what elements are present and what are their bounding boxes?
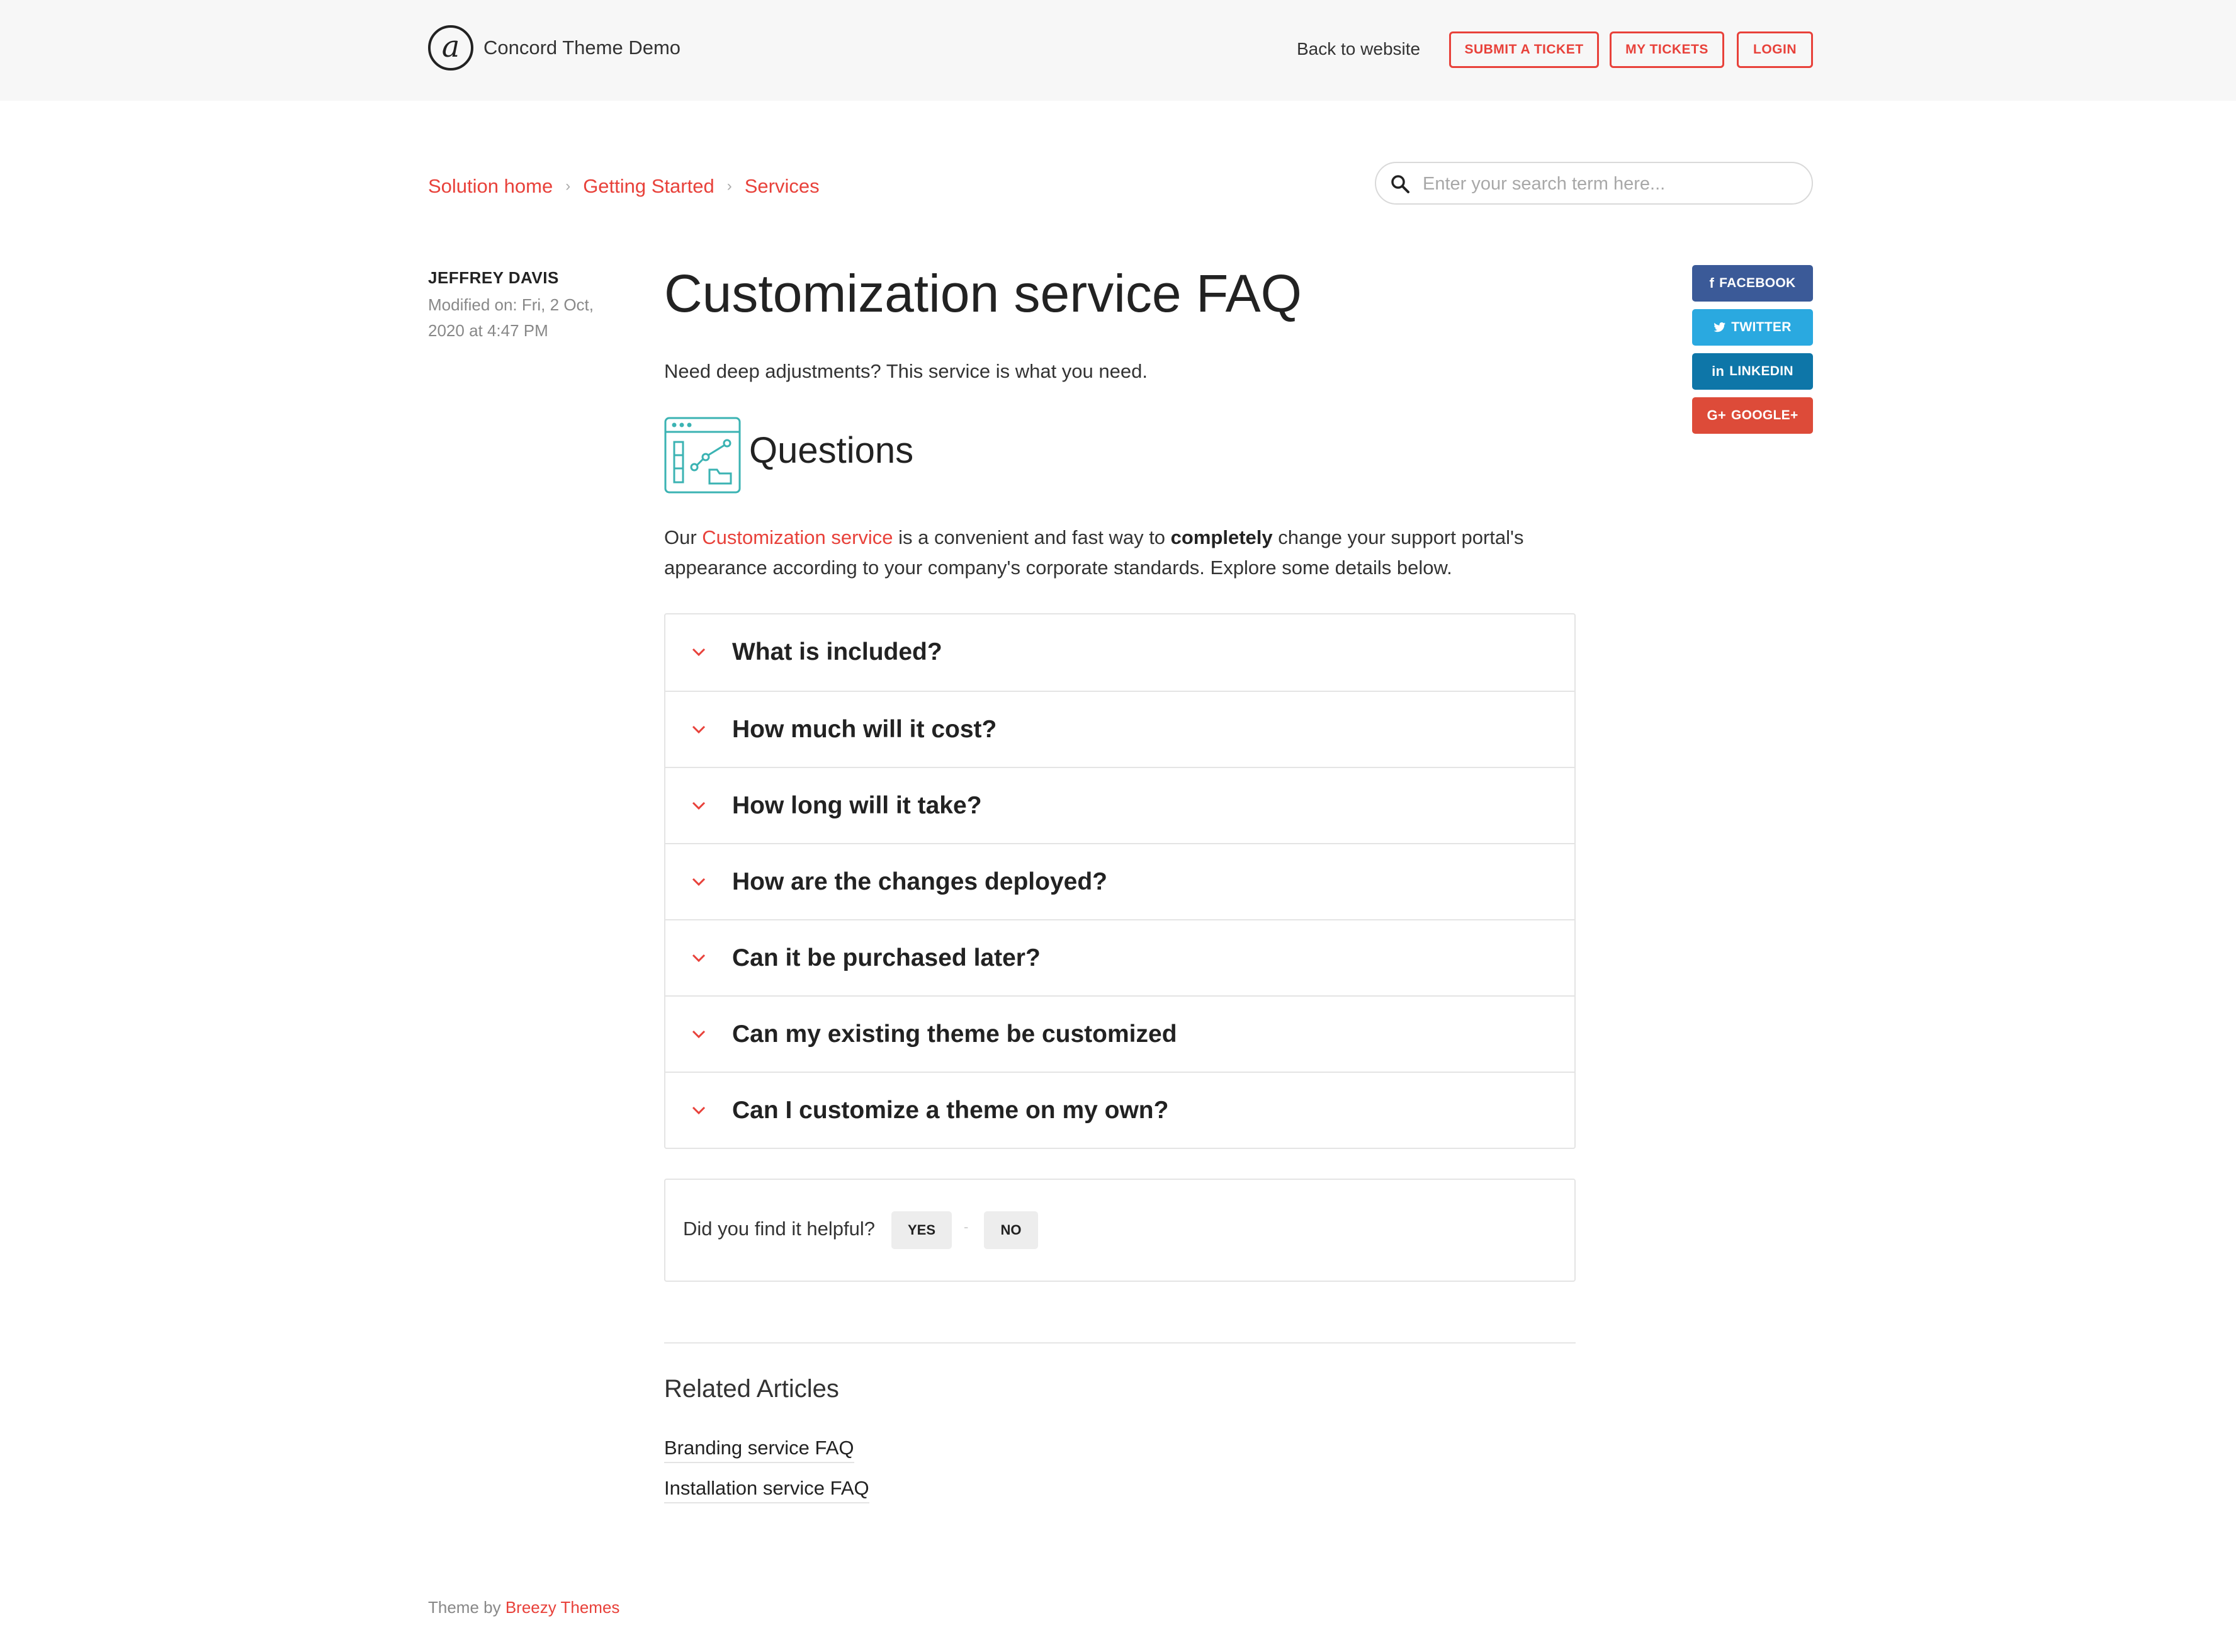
faq-item[interactable] — [665, 691, 1574, 767]
faq-item[interactable] — [665, 1072, 1574, 1148]
faq-item[interactable] — [665, 919, 1574, 995]
author-name: JEFFREY DAVIS — [428, 268, 559, 287]
google-plus-icon: G+ — [1707, 407, 1726, 423]
footer-prefix: Theme by — [428, 1598, 505, 1617]
search-icon[interactable] — [1390, 174, 1410, 194]
breadcrumb-solution-home[interactable]: Solution home — [428, 175, 553, 197]
faq-question: What is included? — [732, 638, 942, 665]
article-intro: Need deep adjustments? This service is what you need. — [664, 360, 1148, 382]
modified-date: Modified on: Fri, 2 Oct, 2020 at 4:47 PM — [428, 295, 594, 340]
article-title: Customization service FAQ — [664, 264, 1302, 323]
chevron-down-icon — [691, 876, 707, 888]
article-paragraph — [664, 523, 1571, 583]
paragraph-text-after: change your support portal's appearance according to your company's corporate standards. Explore some details below. — [664, 526, 1524, 579]
faq-question: Can I customize a theme on my own? — [732, 1097, 1169, 1124]
browser-chart-icon — [664, 417, 741, 494]
related-article-link[interactable]: Branding service FAQ — [664, 1437, 854, 1463]
share-linkedin-button[interactable] — [1692, 353, 1813, 390]
share-google-plus-button[interactable] — [1692, 397, 1813, 434]
chevron-down-icon — [691, 1028, 707, 1041]
faq-question: How long will it take? — [732, 792, 982, 819]
faq-question: Can it be purchased later? — [732, 944, 1041, 971]
logo-letter: a — [441, 29, 460, 64]
questions-heading: Questions — [749, 430, 914, 471]
top-header — [0, 0, 2236, 101]
my-tickets-button[interactable]: MY TICKETS — [1610, 31, 1724, 68]
chevron-down-icon — [691, 646, 707, 659]
search-input[interactable] — [1421, 168, 1802, 200]
chevron-down-icon — [691, 952, 707, 965]
feedback-separator: - — [964, 1219, 969, 1235]
share-twitter-label: TWITTER — [1731, 320, 1792, 334]
share-twitter-button[interactable] — [1692, 309, 1813, 346]
breadcrumb-separator-icon: › — [565, 178, 571, 195]
chevron-down-icon — [691, 723, 707, 736]
feedback-no-button[interactable]: NO — [984, 1211, 1038, 1249]
faq-question: How are the changes deployed? — [732, 868, 1107, 895]
login-button[interactable]: LOGIN — [1737, 31, 1813, 68]
faq-item[interactable] — [665, 843, 1574, 919]
breadcrumb-services[interactable]: Services — [744, 175, 820, 197]
share-facebook-label: FACEBOOK — [1719, 276, 1796, 290]
paragraph-text-middle: is a convenient and fast way to — [893, 526, 1171, 548]
search-box — [1375, 162, 1813, 205]
facebook-icon: f — [1709, 275, 1715, 291]
faq-question: Can my existing theme be customized — [732, 1021, 1177, 1048]
faq-item[interactable] — [665, 767, 1574, 843]
feedback-question: Did you find it helpful? — [683, 1218, 876, 1240]
faq-item[interactable] — [665, 995, 1574, 1072]
related-articles-title: Related Articles — [664, 1375, 839, 1403]
brand-name[interactable]: Concord Theme Demo — [483, 37, 681, 59]
chevron-down-icon — [691, 800, 707, 812]
back-to-website-link[interactable]: Back to website — [1297, 39, 1421, 59]
share-linkedin-label: LINKEDIN — [1729, 364, 1793, 378]
faq-question: How much will it cost? — [732, 716, 997, 743]
breadcrumb-getting-started[interactable]: Getting Started — [583, 175, 714, 197]
linkedin-icon: in — [1712, 363, 1725, 379]
chevron-down-icon — [691, 1104, 707, 1117]
submit-ticket-button[interactable]: SUBMIT A TICKET — [1449, 31, 1599, 68]
related-divider — [664, 1342, 1576, 1344]
breadcrumb — [428, 175, 820, 198]
faq-item[interactable] — [665, 614, 1574, 691]
customization-service-link[interactable]: Customization service — [702, 526, 893, 548]
footer — [428, 1598, 619, 1617]
share-facebook-button[interactable] — [1692, 265, 1813, 302]
footer-brand-link[interactable]: Breezy Themes — [505, 1598, 620, 1617]
feedback-box — [664, 1179, 1576, 1282]
paragraph-text-before: Our — [664, 526, 703, 548]
faq-accordion — [664, 613, 1576, 1149]
logo-icon[interactable] — [428, 25, 473, 71]
feedback-yes-button[interactable]: YES — [891, 1211, 952, 1249]
paragraph-bold-text: completely — [1170, 526, 1273, 548]
related-article-link[interactable]: Installation service FAQ — [664, 1477, 869, 1503]
twitter-bird-icon — [1714, 322, 1726, 333]
share-google-plus-label: GOOGLE+ — [1731, 408, 1798, 422]
breadcrumb-separator-icon: › — [726, 178, 732, 195]
